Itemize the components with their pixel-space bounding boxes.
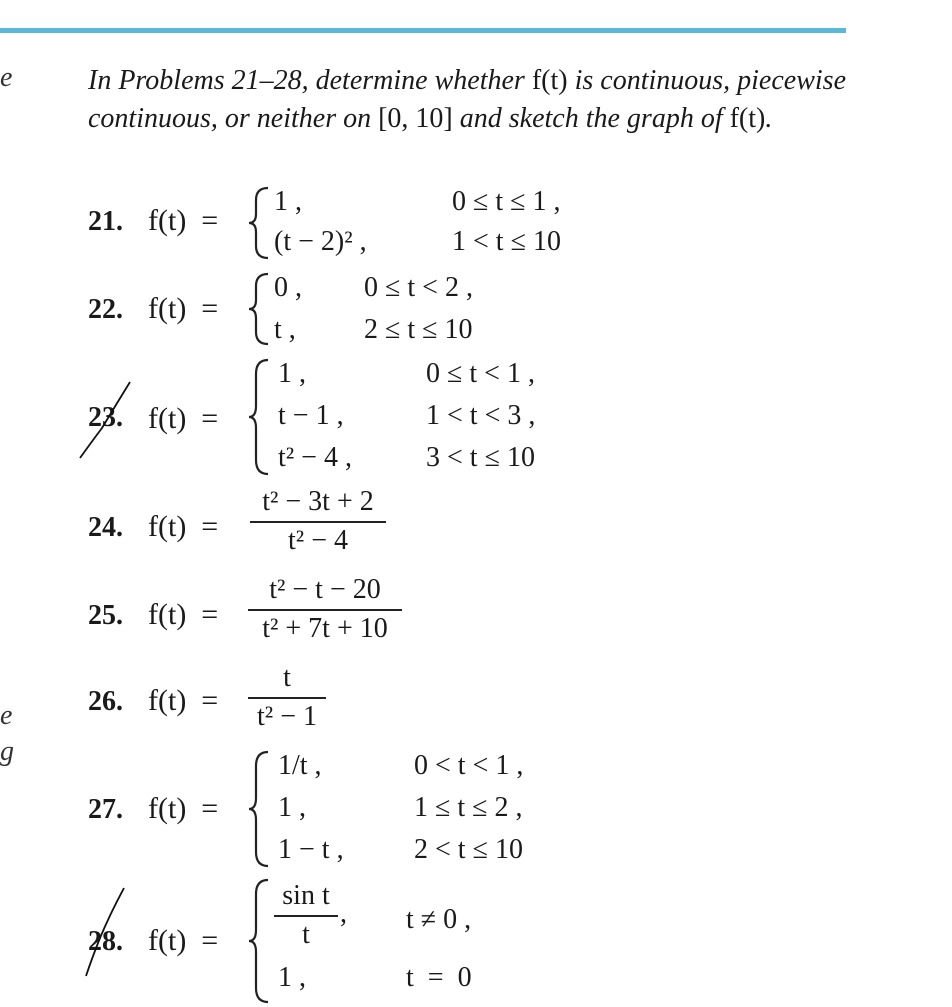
- case-condition: 0 ≤ t ≤ 1 ,: [452, 186, 561, 217]
- case-condition: t = 0: [406, 962, 472, 993]
- fraction-denominator: t: [302, 918, 310, 950]
- left-brace: [246, 186, 276, 260]
- case-expression: t ,: [274, 314, 296, 345]
- margin-fragment: e: [0, 700, 13, 731]
- fraction-denominator: t² − 1: [257, 700, 317, 732]
- fraction-numerator: t² − t − 20: [269, 574, 381, 605]
- fraction-numerator: sin t: [282, 880, 330, 911]
- fraction-bar: [248, 697, 326, 699]
- pen-strike-mark: [80, 884, 130, 980]
- case-condition: 0 ≤ t < 1 ,: [426, 358, 535, 389]
- fraction-bar: [250, 521, 386, 523]
- fraction: [248, 574, 402, 645]
- function-lhs: f(t) =: [148, 684, 219, 717]
- case-expression: (t − 2)² ,: [274, 226, 367, 257]
- function-lhs: f(t) =: [148, 204, 219, 237]
- left-brace: [246, 750, 276, 868]
- function-lhs: f(t) =: [148, 510, 219, 543]
- fraction-numerator: t² − 3t + 2: [262, 486, 374, 517]
- case-condition: 0 ≤ t < 2 ,: [364, 272, 473, 303]
- margin-fragment: g: [0, 736, 14, 767]
- case-expression: 1 ,: [278, 962, 306, 993]
- intro-text: .: [765, 103, 773, 134]
- fraction-bar: [274, 915, 338, 917]
- fraction-denominator: t² − 4: [288, 524, 348, 556]
- problem-number: 21.: [88, 206, 123, 237]
- case-expression: t − 1 ,: [278, 400, 344, 431]
- problem-number: 24.: [88, 512, 123, 543]
- intro-interval: [0, 10]: [378, 103, 453, 134]
- intro-text: In Problems 21–28, determine whether: [88, 65, 532, 96]
- case-condition: 0 < t < 1 ,: [414, 750, 524, 781]
- fraction-bar: [248, 609, 402, 611]
- intro-text: is continuous, piecewise continuous, or neither on: [88, 65, 846, 134]
- function-lhs: f(t) =: [148, 792, 219, 825]
- function-lhs: f(t) =: [148, 924, 219, 957]
- case-comma: ,: [340, 898, 347, 929]
- fraction: [250, 486, 386, 557]
- case-expression: t² − 4 ,: [278, 442, 352, 473]
- left-brace: [246, 878, 276, 1004]
- case-condition: 1 < t < 3 ,: [426, 400, 536, 431]
- case-expression: 0 ,: [274, 272, 302, 303]
- fraction: [248, 662, 326, 733]
- case-condition: 1 ≤ t ≤ 2 ,: [414, 792, 523, 823]
- problem-number: 27.: [88, 794, 123, 825]
- case-expression: 1 − t ,: [278, 834, 344, 865]
- problem-number: 26.: [88, 686, 123, 717]
- case-expression: 1 ,: [278, 792, 306, 823]
- pen-strike-mark: [74, 378, 134, 462]
- function-lhs: f(t) =: [148, 598, 219, 631]
- problem-number: 23.: [88, 402, 123, 433]
- case-condition: t ≠ 0 ,: [406, 904, 472, 935]
- case-expression: 1 ,: [274, 186, 302, 217]
- intro-function: f(t): [531, 65, 568, 96]
- case-expression: 1/t ,: [278, 750, 322, 781]
- case-expression: 1 ,: [278, 358, 306, 389]
- fraction-numerator: t: [283, 662, 291, 693]
- fraction: [274, 880, 338, 951]
- case-condition: 2 ≤ t ≤ 10: [364, 314, 473, 345]
- left-brace: [246, 272, 276, 346]
- intro-function: f(t): [729, 103, 766, 134]
- problem-number: 28.: [88, 926, 123, 957]
- function-lhs: f(t) =: [148, 292, 219, 325]
- margin-fragment: e: [0, 62, 13, 93]
- fraction-denominator: t² + 7t + 10: [262, 612, 388, 644]
- left-brace: [246, 358, 276, 476]
- case-condition: 1 < t ≤ 10: [452, 226, 561, 257]
- problem-instructions: [88, 62, 846, 138]
- intro-text: and sketch the graph of: [452, 103, 730, 134]
- header-rule: [0, 28, 846, 33]
- function-lhs: f(t) =: [148, 402, 219, 435]
- case-condition: 2 < t ≤ 10: [414, 834, 523, 865]
- case-condition: 3 < t ≤ 10: [426, 442, 535, 473]
- problem-number: 22.: [88, 294, 123, 325]
- problem-number: 25.: [88, 600, 123, 631]
